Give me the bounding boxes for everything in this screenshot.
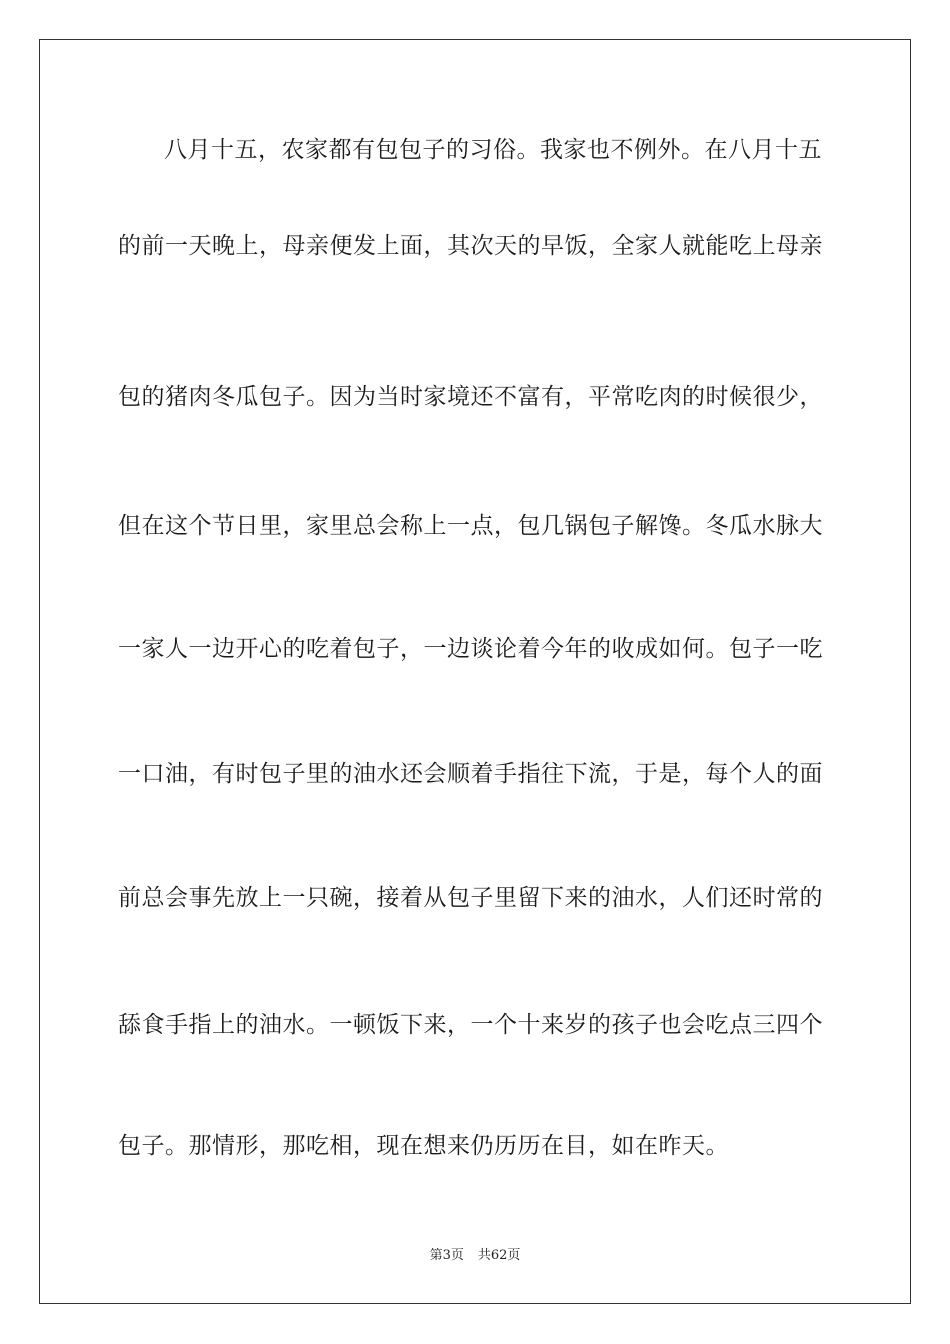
text-line: 舔食手指上的油水。一顿饭下来，一个十来岁的孩子也会吃点三四个 [118, 1012, 823, 1038]
text-line: 一家人一边开心的吃着包子，一边谈论着今年的收成如何。包子一吃 [118, 636, 823, 662]
page-number: 第3页 [429, 1248, 464, 1263]
total-pages: 共62页 [477, 1248, 521, 1263]
text-line: 前总会事先放上一只碗，接着从包子里留下来的油水，人们还时常的 [118, 885, 823, 911]
text-line: 一口油，有时包子里的油水还会顺着手指往下流，于是，每个人的面 [118, 761, 823, 787]
text-line: 包的猪肉冬瓜包子。因为当时家境还不富有，平常吃肉的时候很少， [118, 384, 823, 410]
page-footer [0, 1247, 950, 1265]
text-line: 八月十五，农家都有包包子的习俗。我家也不例外。在八月十五 [164, 137, 822, 163]
text-line: 但在这个节日里，家里总会称上一点，包几锅包子解馋。冬瓜水脉大 [118, 513, 823, 539]
text-line: 的前一天晚上，母亲便发上面，其次天的早饭，全家人就能吃上母亲 [118, 233, 823, 259]
text-line: 包子。那情形，那吃相，现在想来仍历历在目，如在昨天。 [118, 1133, 729, 1159]
page-border [39, 39, 911, 1304]
